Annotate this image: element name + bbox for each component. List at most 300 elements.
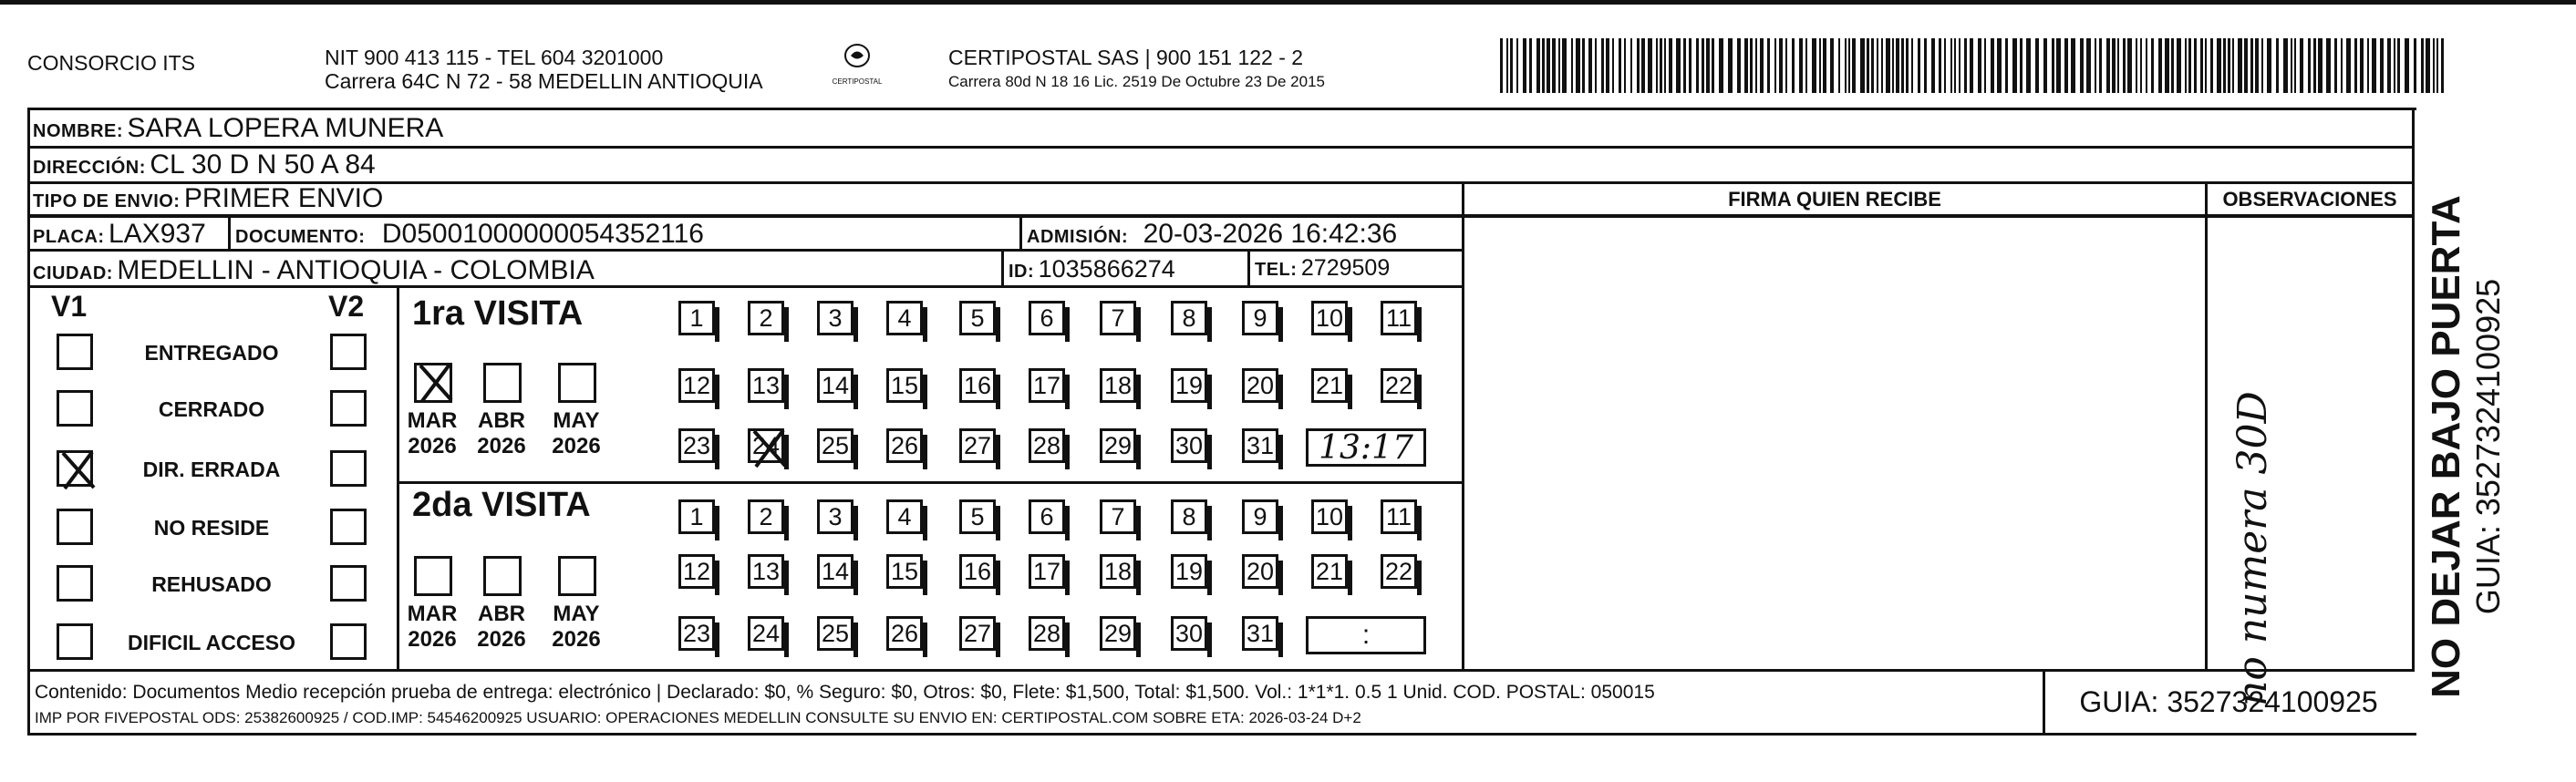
day-box[interactable] [1029,554,1065,589]
day-box[interactable] [748,616,784,651]
visit1-title: 1ra VISITA [412,294,584,333]
day-box[interactable] [1100,301,1136,335]
frame-left [27,108,30,733]
v1-checkbox[interactable] [57,565,93,602]
barcode-bar [1954,38,1956,93]
barcode-bar [2177,38,2181,93]
day-number: 10 [1315,502,1344,530]
day-number: 6 [1040,304,1054,332]
day-box[interactable] [886,616,923,651]
barcode-bar [2052,38,2054,93]
barcode-bar [2283,38,2288,93]
day-number: 27 [963,619,992,647]
day-box[interactable] [1311,301,1348,335]
month-name: ABR [478,602,525,626]
barcode-bar [1779,38,1783,93]
v2-checkbox[interactable] [330,509,367,545]
barcode-bar [1792,38,1795,93]
barcode-bar [1918,38,1920,93]
barcode-bar [2433,38,2435,93]
barcode-bar [2294,38,2296,93]
day-box[interactable] [678,499,715,534]
month-label [547,602,605,653]
month-year: 2026 [477,434,526,458]
barcode-bar [2043,38,2047,93]
time-box[interactable] [1306,616,1426,654]
day-number: 23 [682,431,711,459]
barcode-bar [1838,38,1840,93]
day-number: 18 [1103,557,1133,585]
day-box[interactable] [817,554,853,589]
barcode-bar [1812,38,1816,93]
barcode-bar [1896,38,1899,93]
month-checkbox[interactable] [558,556,596,596]
day-box[interactable] [748,301,784,335]
barcode-bar [2426,38,2430,93]
day-box[interactable] [1029,301,1065,335]
barcode-bar [2421,38,2424,93]
barcode-bar [1552,38,1556,93]
barcode [1500,38,2453,93]
placa-sep [228,215,231,252]
barcode-bar [1588,38,1592,93]
day-box[interactable] [1242,301,1278,335]
barcode-bar [2300,38,2303,93]
obs-right-line [2412,181,2415,670]
barcode-bar [1719,38,1723,93]
day-number: 20 [1246,557,1275,585]
barcode-bar [1877,38,1878,93]
day-box[interactable] [1381,554,1417,589]
barcode-bar [1669,38,1672,93]
day-box[interactable] [1171,368,1207,403]
day-number: 2 [759,304,773,332]
barcode-bar [1755,38,1757,93]
barcode-bar [1845,38,1847,93]
ciudad-label: CIUDAD: [33,263,113,283]
day-box[interactable] [817,428,853,463]
month-checkbox[interactable] [414,363,452,403]
barcode-bar [2171,38,2174,93]
month-name: MAR [407,602,458,626]
barcode-bar [2397,38,2400,93]
nombre-row [33,113,443,144]
day-number: 26 [890,431,919,459]
day-box[interactable] [1242,499,1278,534]
day-box[interactable] [678,428,715,463]
barcode-bar [1970,38,1973,93]
day-number: 1 [689,304,704,332]
barcode-bar [1624,38,1626,93]
barcode-bar [1819,38,1821,93]
barcode-bar [1830,38,1834,93]
v1-checkbox[interactable] [57,334,93,370]
documento-label: DOCUMENTO: [235,227,366,247]
barcode-bar [1683,38,1686,93]
direccion-label: DIRECCIÓN: [33,158,146,178]
visit2-title: 2da VISITA [412,486,591,524]
barcode-bar [2165,38,2169,93]
day-number: 4 [897,304,912,332]
frame-top [27,108,2416,110]
barcode-bar [1785,38,1787,93]
barcode-bar [2217,38,2221,93]
barcode-bar [1871,38,1874,93]
day-box[interactable] [1029,368,1065,403]
day-box[interactable] [678,368,715,403]
v1-checkbox[interactable] [57,450,93,487]
day-box[interactable] [1242,368,1278,403]
day-box[interactable] [959,554,996,589]
barcode-bar [1648,38,1652,93]
time-box[interactable] [1306,428,1426,467]
barcode-bar [2441,38,2444,93]
day-box[interactable] [886,499,923,534]
v2-checkbox[interactable] [330,334,367,370]
admision-row [1027,219,1397,250]
day-number: 15 [890,371,919,399]
day-box[interactable] [886,554,923,589]
barcode-bar [2112,38,2116,93]
month-name: MAY [553,602,600,626]
footer-contenido: Contenido: Documentos Medio recepción prueba de entrega: electrónico | Declarado: $0, % Seguro: $0, Otros: $0, Flete: $1,500, Total: $1,500. Vol.: 1*1*1. 0.5 1 Unid. COD. POSTAL: 050015 [35,682,1655,703]
day-number: 5 [970,304,985,332]
barcode-bar [1536,38,1540,93]
month-label [472,408,531,459]
day-number: 4 [897,502,912,530]
tipo-label: TIPO DE ENVIO: [33,191,181,211]
barcode-bar [2026,38,2031,93]
status-label: DIR. ERRADA [142,458,281,481]
barcode-bar [2341,38,2343,93]
tel-row [1255,255,1390,282]
v2-checkbox[interactable] [330,565,367,602]
day-box[interactable] [886,428,923,463]
month-checkbox[interactable] [483,556,522,596]
id-sep [1001,252,1004,288]
admision-value: 20-03-2026 16:42:36 [1143,219,1398,249]
day-box[interactable] [959,301,996,335]
time-value: 13:17 [1319,428,1413,467]
barcode-bar [1867,38,1869,93]
barcode-bar [1664,38,1666,93]
month-checkbox[interactable] [414,556,452,596]
placa-row [33,219,206,250]
barcode-bar [1737,38,1741,93]
month-year: 2026 [408,434,457,458]
barcode-bar [2117,38,2119,93]
barcode-bar [1881,38,1883,93]
day-box[interactable] [1381,301,1417,335]
day-box[interactable] [1242,554,1278,589]
day-box[interactable] [959,368,996,403]
barcode-bar [1760,38,1764,93]
barcode-bar [2064,38,2068,93]
month-year: 2026 [552,434,601,458]
tel-label: TEL: [1255,260,1298,280]
barcode-bar [2372,38,2376,93]
day-box[interactable] [1100,428,1136,463]
day-number: 19 [1174,371,1204,399]
day-box[interactable] [748,499,784,534]
v1-checkbox[interactable] [57,623,93,660]
month-checkbox[interactable] [558,363,596,403]
admision-label: ADMISIÓN: [1027,227,1129,247]
no-dejar-bajo-puerta: NO DEJAR BAJO PUERTA [2424,195,2468,698]
day-number: 28 [1032,619,1061,647]
barcode-bar [2020,38,2023,93]
barcode-bar [2151,38,2154,93]
barcode-bar [2414,38,2416,93]
v2-checkbox[interactable] [330,390,367,427]
barcode-bar [2095,38,2096,93]
day-number: 15 [890,557,919,585]
x-mark-icon [415,362,457,404]
barcode-bar [2244,38,2248,93]
barcode-bar [1582,38,1585,93]
day-box[interactable] [1171,301,1207,335]
barcode-bar [1689,38,1691,93]
barcode-bar [2267,38,2271,93]
barcode-bar [1997,38,2002,93]
side-text [2424,173,2533,720]
status-label: DIFICIL ACCESO [127,631,295,654]
barcode-bar [2136,38,2137,93]
day-number: 6 [1040,502,1054,530]
time-value: : [1361,620,1371,650]
day-box[interactable] [1171,428,1207,463]
day-box[interactable] [1311,499,1348,534]
day-number: 29 [1103,619,1133,647]
day-box[interactable] [1171,554,1207,589]
barcode-bar [1523,38,1526,93]
barcode-bar [1848,38,1850,93]
day-box[interactable] [1311,368,1348,403]
barcode-bar [1774,38,1776,93]
day-number: 7 [1111,304,1125,332]
day-box[interactable] [959,499,996,534]
barcode-bar [2436,38,2438,93]
barcode-bar [2146,38,2147,93]
barcode-bar [2123,38,2126,93]
day-number: 5 [970,502,985,530]
day-number: 11 [1385,502,1412,530]
tipo-row [33,183,383,214]
day-box[interactable] [1171,616,1207,651]
license-line: Carrera 80d N 18 16 Lic. 2519 De Octubre 23 De 2015 [948,73,1325,90]
barcode-bar [1637,38,1640,93]
day-box[interactable] [886,301,923,335]
footer-guia: GUIA: 3527324100925 [2079,685,2378,718]
side-guia: GUIA: 3527324100925 [2469,278,2507,615]
day-number: 31 [1246,619,1275,647]
barcode-bar [2238,38,2242,93]
barcode-bar [2346,38,2351,93]
month-name: ABR [478,408,525,433]
observaciones-handwritten: no numera 30D [2229,391,2276,706]
day-box[interactable] [678,301,715,335]
barcode-bar [1606,38,1609,93]
nombre-value: SARA LOPERA MUNERA [127,113,444,143]
month-label [403,408,461,459]
barcode-bar [1558,38,1560,93]
day-number: 27 [963,431,992,459]
day-box[interactable] [817,499,853,534]
barcode-bar [2276,38,2279,93]
barcode-bar [2071,38,2075,93]
barcode-bar [1595,38,1597,93]
day-number: 13 [751,557,781,585]
month-name: MAR [407,408,458,433]
status-label: NO RESIDE [153,516,270,540]
v1-checkbox[interactable] [57,509,93,545]
day-box[interactable] [748,554,784,589]
barcode-bar [2250,38,2253,93]
day-box[interactable] [748,428,784,463]
barcode-bar [2127,38,2132,93]
day-number: 8 [1182,304,1196,332]
day-box[interactable] [1100,368,1136,403]
x-mark-icon [57,449,99,491]
barcode-bar [1660,38,1662,93]
day-box[interactable] [1100,554,1136,589]
month-checkbox[interactable] [483,363,522,403]
direccion-row [33,149,376,180]
barcode-bar [1886,38,1890,93]
day-box[interactable] [817,301,853,335]
direccion-value: CL 30 D N 50 A 84 [150,149,376,180]
barcode-bar [1906,38,1909,93]
barcode-bar [2188,38,2191,93]
barcode-bar [1959,38,1960,93]
day-box[interactable] [1242,616,1278,651]
day-box[interactable] [1171,499,1207,534]
barcode-bar [2080,38,2084,93]
barcode-bar [1984,38,1986,93]
day-box[interactable] [817,616,853,651]
day-box[interactable] [1029,428,1065,463]
day-number: 9 [1253,304,1267,332]
signature-area[interactable] [1464,218,2205,669]
day-box[interactable] [678,554,715,589]
barcode-bar [1619,38,1621,93]
day-box[interactable] [1100,616,1136,651]
day-box[interactable] [959,616,996,651]
carrier-line: CERTIPOSTAL SAS | 900 151 122 - 2 [948,46,1304,69]
day-number: 24 [751,431,781,459]
day-number: 22 [1384,557,1413,585]
id-row [1009,255,1175,283]
day-number: 8 [1182,502,1196,530]
day-box[interactable] [1029,616,1065,651]
barcode-bar [2313,38,2316,93]
barcode-bar [1656,38,1658,93]
day-number: 31 [1246,431,1275,459]
barcode-bar [1506,38,1508,93]
day-number: 24 [751,619,781,647]
barcode-bar [1500,38,1503,93]
barcode-bar [1950,38,1952,93]
barcode-bar [2318,38,2323,93]
observaciones-header: OBSERVACIONES [2222,188,2397,211]
barcode-bar [2223,38,2226,93]
barcode-bar [1612,38,1614,93]
barcode-bar [2185,38,2187,93]
barcode-bar [1601,38,1604,93]
v1-checkbox[interactable] [57,390,93,427]
checks-sep [397,288,399,671]
barcode-bar [2194,38,2197,93]
signature-header: FIRMA QUIEN RECIBE [1728,188,1941,211]
day-box[interactable] [817,368,853,403]
v2-checkbox[interactable] [330,623,367,660]
barcode-bar [2291,38,2292,93]
placa-label: PLACA: [33,227,105,247]
v2-checkbox[interactable] [330,450,367,487]
footer-imp: IMP POR FIVEPOSTAL ODS: 25382600925 / COD.IMP: 54546200925 USUARIO: OPERACIONES MEDELLIN CONSULTE SU ENVIO EN: CERTIPOSTAL.COM SOBRE ETA: 2026-03-24 D+2 [35,709,1361,726]
day-number: 18 [1103,371,1133,399]
day-box[interactable] [959,428,996,463]
day-box[interactable] [1100,499,1136,534]
day-number: 20 [1246,371,1275,399]
day-number: 10 [1315,304,1344,332]
day-number: 21 [1315,557,1344,585]
barcode-bar [1712,38,1714,93]
day-number: 3 [828,502,843,530]
barcode-bar [2326,38,2331,93]
barcode-bar [1939,38,1941,93]
v1-header: V1 [51,290,88,323]
barcode-bar [2099,38,2102,93]
day-box[interactable] [748,368,784,403]
day-number: 26 [890,619,919,647]
frame-bottom [27,733,2416,736]
day-number: 12 [682,557,711,585]
day-number: 3 [828,304,843,332]
month-label [547,408,605,459]
day-number: 13 [751,371,781,399]
barcode-bar [1529,38,1532,93]
day-number: 19 [1174,557,1204,585]
day-box[interactable] [1381,499,1417,534]
barcode-bar [2106,38,2110,93]
row-line-2 [27,181,2412,184]
day-box[interactable] [886,368,923,403]
barcode-bar [1767,38,1770,93]
day-box[interactable] [1029,499,1065,534]
barcode-bar [2005,38,2008,93]
barcode-bar [2334,38,2337,93]
day-box[interactable] [1242,428,1278,463]
barcode-bar [2056,38,2061,93]
barcode-bar [1750,38,1753,93]
company-name: CONSORCIO ITS [27,51,196,75]
day-box[interactable] [1311,554,1348,589]
month-year: 2026 [408,627,457,652]
day-box[interactable] [1381,368,1417,403]
day-number: 9 [1253,502,1267,530]
day-number: 14 [821,371,850,399]
day-box[interactable] [678,616,715,651]
barcode-bar [2140,38,2142,93]
visit-sep [398,481,1464,484]
nombre-label: NOMBRE: [33,121,124,141]
barcode-bar [1571,38,1573,93]
carrier-logo [828,42,886,87]
day-number: 14 [821,557,850,585]
barcode-bar [2394,38,2395,93]
barcode-bar [1852,38,1856,93]
